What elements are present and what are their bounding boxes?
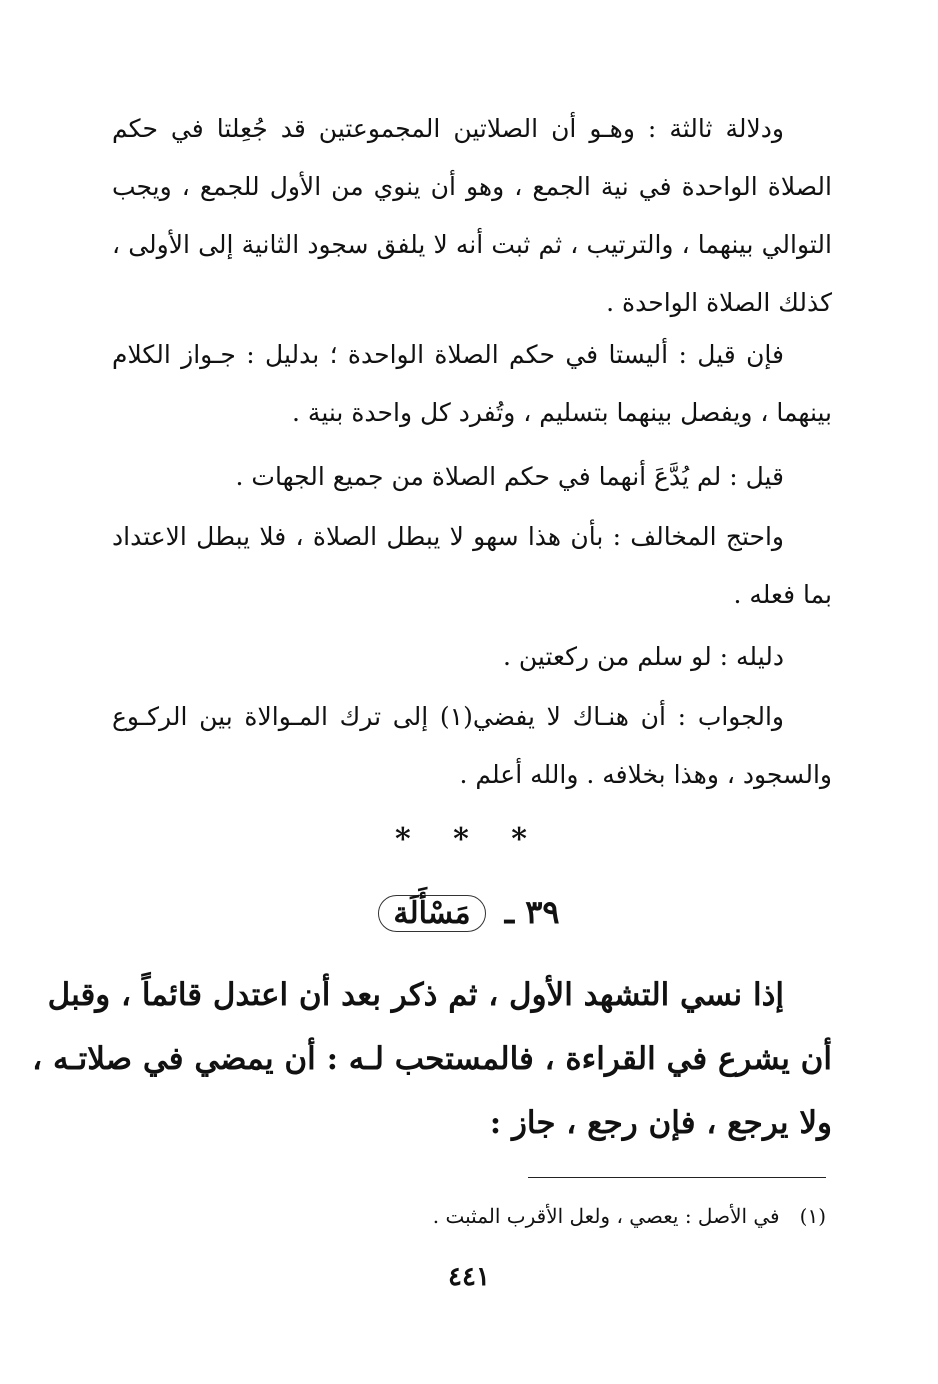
issue-word: مَسْأَلَة (378, 895, 485, 932)
body-text (112, 326, 832, 442)
issue-statement (32, 963, 832, 1155)
footnote (106, 1198, 826, 1234)
text-line: واحتج المخالف : بأن هذا سهو لا يبطل الصلاة ، فلا يبطل الاعتداد (112, 522, 784, 551)
text-line: كذلك الصلاة الواحدة . (606, 288, 832, 317)
paragraph-opponent-argument (112, 508, 832, 624)
issue-heading (0, 884, 938, 940)
body-text (112, 628, 832, 686)
issue-line: أن يشرع في القراءة ، فالمستحب لـه : أن يمضي في صلاتـه ، (32, 1041, 832, 1077)
issue-number: ٣٩ ـ (504, 893, 560, 931)
text-line: التوالي بينهما ، والترتيب ، ثم ثبت أنه لا يلفق سجود الثانية إلى الأولى ، (112, 230, 832, 259)
body-text (112, 448, 832, 506)
text-line: ودلالة ثالثة : وهـو أن الصلاتين المجموعتين قد جُعِلتا في حكم (112, 114, 784, 143)
footnote-text: في الأصل : يعصي ، ولعل الأقرب المثبت . (432, 1204, 780, 1228)
footnote-rule (528, 1177, 826, 1178)
issue-line: إذا نسي التشهد الأول ، ثم ذكر بعد أن اعتدل قائماً ، وقبل (47, 977, 784, 1013)
body-text (112, 688, 832, 804)
paragraph-answer (112, 688, 832, 804)
body-text (112, 508, 832, 624)
text-line: قيل : لم يُدَّعَ أنهما في حكم الصلاة من جميع الجهات . (235, 462, 784, 491)
section-separator: * * * (395, 822, 543, 857)
text-line: والسجود ، وهذا بخلافه . والله أعلم . (459, 760, 832, 789)
body-text (112, 100, 832, 332)
text-line: بينهما ، ويفصل بينهما بتسليم ، وتُفرد كل واحدة بنية . (292, 398, 832, 427)
text-line: الصلاة الواحدة في نية الجمع ، وهو أن ينوي من الأول للجمع ، ويجب (112, 172, 832, 201)
text-line: والجواب : أن هنـاك لا يفضي(١) إلى ترك المـوالاة بين الركـوع (112, 702, 784, 731)
text-line: فإن قيل : أليستا في حكم الصلاة الواحدة ؛ بدليل : جـواز الكلام (112, 340, 784, 369)
text-line: دليله : لو سلم من ركعتين . (503, 642, 784, 671)
paragraph-evidence (112, 628, 832, 686)
paragraph-third-evidence (112, 100, 832, 332)
page-number: ٤٤١ (448, 1262, 490, 1292)
issue-line: ولا يرجع ، فإن رجع ، جاز : (489, 1105, 832, 1141)
text-line: بما فعله . (733, 580, 832, 609)
paragraph-objection (112, 326, 832, 442)
paragraph-reply (112, 448, 832, 506)
footnote-marker: (١) (799, 1204, 826, 1228)
